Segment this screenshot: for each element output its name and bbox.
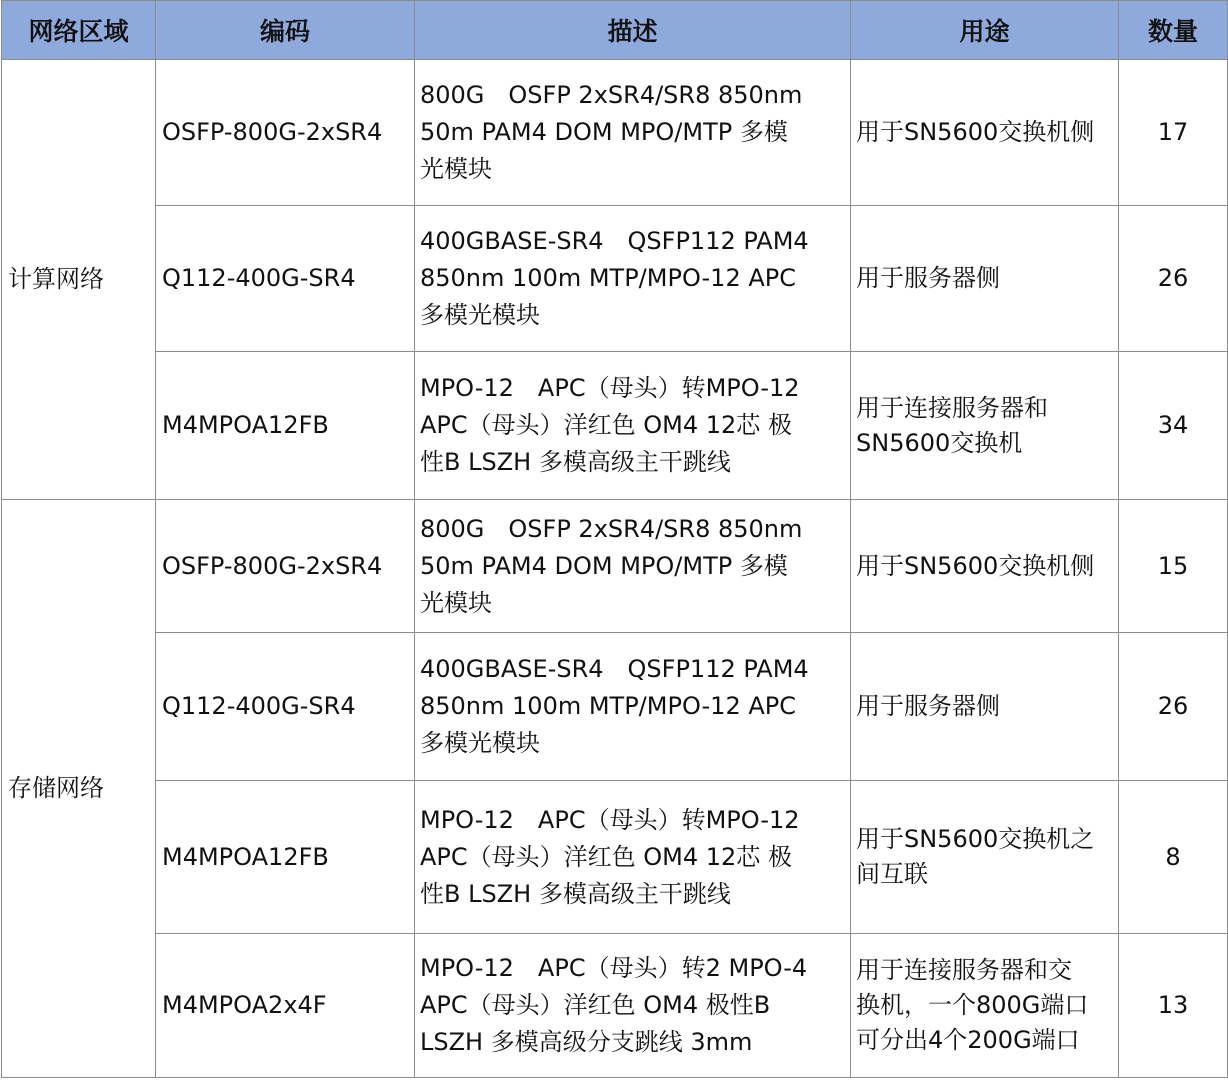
code-cell: OSFP-800G-2xSR4	[156, 60, 415, 206]
usage-cell	[851, 206, 1119, 352]
code-cell: M4MPOA12FB	[156, 352, 415, 500]
code-cell: M4MPOA12FB	[156, 781, 415, 934]
usage-line: 用于连接服务器和交	[856, 956, 1072, 984]
description-line: 光模块	[420, 155, 492, 183]
description-line: APC（母头）洋红色 OM4 12芯 极	[420, 411, 792, 439]
usage-line: 用于SN5600交换机侧	[856, 551, 1095, 580]
usage-line: 间互联	[856, 860, 928, 888]
table-row	[2, 60, 1228, 206]
header-row	[2, 1, 1228, 60]
code-cell: Q112-400G-SR4	[156, 633, 415, 781]
description-cell	[415, 934, 851, 1078]
quantity-cell: 8	[1119, 781, 1228, 934]
description-cell	[415, 60, 851, 206]
description-line: 光模块	[420, 588, 492, 617]
quantity-cell: 13	[1119, 934, 1228, 1078]
usage-cell	[851, 633, 1119, 781]
usage-line: 用于服务器侧	[856, 264, 1000, 292]
quantity-cell: 34	[1119, 352, 1228, 500]
description-line: 性B LSZH 多模高级主干跳线	[420, 448, 731, 476]
usage-cell	[851, 934, 1119, 1078]
header-description: 描述	[415, 1, 851, 60]
table-row	[2, 500, 1228, 633]
code-cell: Q112-400G-SR4	[156, 206, 415, 352]
usage-cell	[851, 500, 1119, 633]
usage-line: 用于SN5600交换机侧	[856, 118, 1095, 146]
header-code: 编码	[156, 1, 415, 60]
usage-line: 换机，一个800G端口	[856, 991, 1089, 1019]
equipment-table	[1, 0, 1228, 1078]
quantity-cell: 26	[1119, 633, 1228, 781]
quantity-cell: 26	[1119, 206, 1228, 352]
header-quantity: 数量	[1119, 1, 1228, 60]
description-line: MPO-12 APC（母头）转2 MPO-4	[420, 954, 808, 982]
description-line: MPO-12 APC（母头）转MPO-12	[420, 374, 800, 402]
region-cell: 计算网络	[2, 60, 156, 500]
description-line: 多模光模块	[420, 301, 540, 329]
description-line: APC（母头）洋红色 OM4 极性B	[420, 991, 771, 1019]
usage-cell	[851, 781, 1119, 934]
quantity-cell: 15	[1119, 500, 1228, 633]
description-cell	[415, 500, 851, 633]
description-line: LSZH 多模高级分支跳线 3mm	[420, 1028, 753, 1056]
description-line: 800G OSFP 2xSR4/SR8 850nm	[420, 81, 803, 109]
usage-cell	[851, 352, 1119, 500]
description-line: 400GBASE-SR4 QSFP112 PAM4	[420, 227, 809, 255]
usage-line: 用于连接服务器和	[856, 393, 1048, 422]
usage-line: 用于SN5600交换机之	[856, 825, 1095, 853]
usage-cell	[851, 60, 1119, 206]
description-line: 50m PAM4 DOM MPO/MTP 多模	[420, 118, 788, 146]
table-row	[2, 633, 1228, 781]
usage-line: SN5600交换机	[856, 428, 1023, 457]
description-cell	[415, 206, 851, 352]
table-row	[2, 206, 1228, 352]
usage-line: 用于服务器侧	[856, 692, 1000, 720]
table-row	[2, 934, 1228, 1078]
quantity-cell: 17	[1119, 60, 1228, 206]
description-line: 性B LSZH 多模高级主干跳线	[420, 879, 731, 908]
description-line: MPO-12 APC（母头）转MPO-12	[420, 805, 800, 834]
table-row	[2, 781, 1228, 934]
description-line: 50m PAM4 DOM MPO/MTP 多模	[420, 551, 788, 580]
description-line: APC（母头）洋红色 OM4 12芯 极	[420, 842, 792, 871]
header-region: 网络区域	[2, 1, 156, 60]
region-cell: 存储网络	[2, 500, 156, 1078]
description-cell	[415, 633, 851, 781]
description-line: 多模光模块	[420, 729, 540, 757]
description-line: 800G OSFP 2xSR4/SR8 850nm	[420, 514, 803, 543]
table-row	[2, 352, 1228, 500]
usage-line: 可分出4个200G端口	[856, 1026, 1080, 1054]
description-line: 850nm 100m MTP/MPO-12 APC	[420, 692, 796, 720]
code-cell: M4MPOA2x4F	[156, 934, 415, 1078]
code-cell: OSFP-800G-2xSR4	[156, 500, 415, 633]
description-cell	[415, 352, 851, 500]
description-line: 850nm 100m MTP/MPO-12 APC	[420, 264, 796, 292]
description-line: 400GBASE-SR4 QSFP112 PAM4	[420, 655, 809, 683]
description-cell	[415, 781, 851, 934]
header-usage: 用途	[851, 1, 1119, 60]
